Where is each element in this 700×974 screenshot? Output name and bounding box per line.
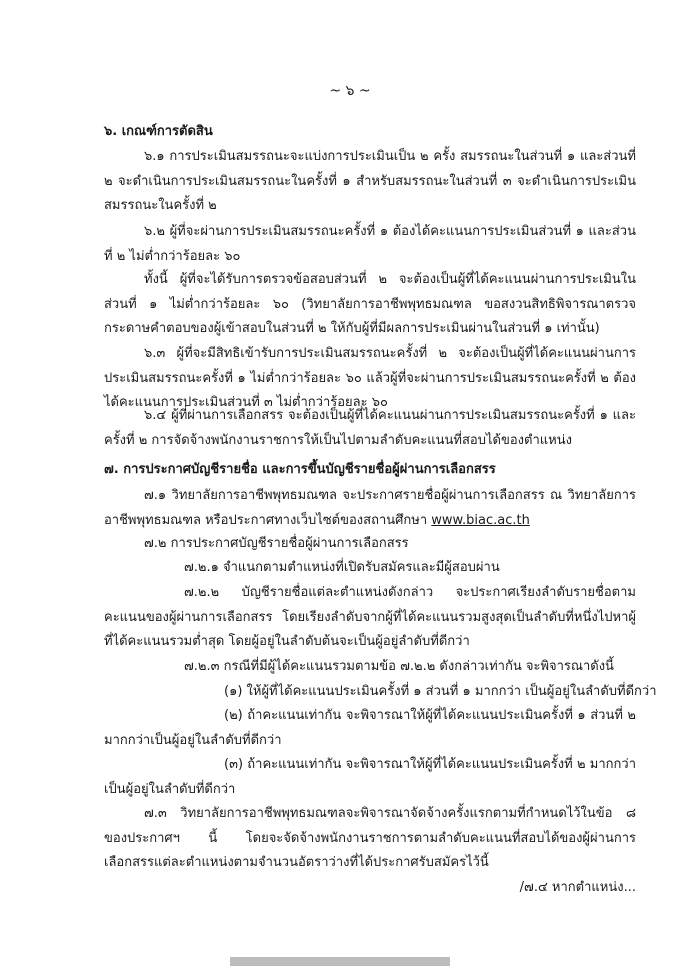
clause-7-3: ๗.๓ วิทยาลัยการอาชีพพุทธมณฑลจะพิจารณาจัดจ้างครั้งแรกตามที่กำหนดไว้ในข้อ ๘ ของประกาศฯ นี้ โดยจะจัดจ้างพนักงานราชการตามลำดับคะแนนที่สอบได้ของผู้ผ่านการเลือกสรรแต่ละตำแหน่งตามจำนวนอัตราว่างที่ได้ประกาศรับสมัครไว้นี้ xyxy=(104,806,636,871)
clause-7-2: ๗.๒ การประกาศบัญชีรายชื่อผู้ผ่านการเลือกสรร xyxy=(144,536,409,551)
clause-7-2-2: ๗.๒.๒ บัญชีรายชื่อแต่ละตำแหน่งดังกล่าว จะประกาศเรียงลำดับรายชื่อตามคะแนนของผู้ผ่านการเลือกสรร โดยเรียงลำดับจากผู้ที่ได้คะแนนรวมสูงสุดเป็นลำดับที่หนึ่งไปหาผู้ที่ได้คะแนนรวมต่ำสุด โดยผู้อยู่ในลำดับต้นจะเป็นผู้อยู่ลำดับที่ดีกว่า xyxy=(104,585,636,650)
section-7-heading: ๗. การประกาศบัญชีรายชื่อ และการขึ้นบัญชีรายชื่อผู้ผ่านการเลือกสรร xyxy=(104,462,496,477)
criterion-1: (๑) ให้ผู้ที่ได้คะแนนประเมินครั้งที่ ๑ ส่วนที่ ๑ มากกว่า เป็นผู้อยู่ในลำดับที่ดีกว่า xyxy=(224,684,657,699)
section-6-heading: ๖. เกณฑ์การตัดสิน xyxy=(104,124,213,139)
clause-7-1-text: ๗.๑ วิทยาลัยการอาชีพพุทธมณฑล จะประกาศรายชื่อผู้ผ่านการเลือกสรร ณ วิทยาลัยการอาชีพพุทธมณฑล หรือประกาศทางเว็บไซต์ของสถานศึกษา xyxy=(104,488,636,528)
clause-6-1: ๖.๑ การประเมินสมรรถนะจะแบ่งการประเมินเป็น ๒ ครั้ง สมรรถนะในส่วนที่ ๑ และส่วนที่ ๒ จะดำเนินการประเมินสมรรถนะในครั้งที่ ๑ สำหรับสมรรถนะในส่วนที่ ๓ จะดำเนินการประเมินสมรรถนะในครั้งที่ ๒ xyxy=(104,149,636,214)
clause-7-2-1: ๗.๒.๑ จำแนกตามตำแหน่งที่เปิดรับสมัครและมีผู้สอบผ่าน xyxy=(184,560,500,575)
clause-7-2-3: ๗.๒.๓ กรณีที่มีผู้ได้คะแนนรวมตามข้อ ๗.๒.๒ ดังกล่าวเท่ากัน จะพิจารณาดังนี้ xyxy=(184,659,614,674)
website-link[interactable]: www.biac.ac.th xyxy=(431,512,530,528)
clause-6-2-note: ทั้งนี้ ผู้ที่จะได้รับการตรวจข้อสอบส่วนที่ ๒ จะต้องเป็นผู้ที่ได้คะแนนผ่านการประเมินในส่วนที่ ๑ ไม่ต่ำกว่าร้อยละ ๖๐ (วิทยาลัยการอาชีพพุทธมณฑล ขอสงวนสิทธิพิจารณาตรวจกระดาษคำตอบของผู้เข้าสอบในส่วนที่ ๒ ให้กับผู้ที่มีผลการประเมินผ่านในส่วนที่ ๑ เท่านั้น) xyxy=(104,272,636,337)
clause-6-2: ๖.๒ ผู้ที่จะผ่านการประเมินสมรรถนะครั้งที่ ๑ ต้องได้คะแนนการประเมินส่วนที่ ๑ และส่วนที่ ๒ ไม่ต่ำกว่าร้อยละ ๖๐ xyxy=(104,224,636,264)
criterion-2: (๒) ถ้าคะแนนเท่ากัน จะพิจารณาให้ผู้ที่ได้คะแนนประเมินครั้งที่ ๑ ส่วนที่ ๒ มากกว่าเป็นผู้อยู่ในลำดับที่ดีกว่า xyxy=(104,708,636,748)
scan-artifact-bar xyxy=(230,957,450,966)
continuation-note: /๗.๔ หากตำแหน่ง... xyxy=(519,880,636,895)
criterion-3: (๓) ถ้าคะแนนเท่ากัน จะพิจารณาให้ผู้ที่ได้คะแนนประเมินครั้งที่ ๒ มากกว่า เป็นผู้อยู่ในลำดับที่ดีกว่า xyxy=(104,757,636,797)
clause-7-1 xyxy=(104,484,636,533)
clause-6-4: ๖.๔ ผู้ที่ผ่านการเลือกสรร จะต้องเป็นผู้ที่ได้คะแนนผ่านการประเมินสมรรถนะครั้งที่ ๑ และครั้งที่ ๒ การจัดจ้างพนักงานราชการให้เป็นไปตามลำดับคะแนนที่สอบได้ของตำแหน่ง xyxy=(104,408,636,448)
page-number: ~ ๖ ~ xyxy=(329,83,371,99)
clause-6-3: ๖.๓ ผู้ที่จะมีสิทธิเข้ารับการประเมินสมรรถนะครั้งที่ ๒ จะต้องเป็นผู้ที่ได้คะแนนผ่านการประเมินสมรรถนะครั้งที่ ๑ ไม่ต่ำกว่าร้อยละ ๖๐ แล้วผู้ที่จะผ่านการประเมินสมรรถนะครั้งที่ ๒ ต้องได้คะแนนการประเมินส่วนที่ ๓ ไม่ต่ำกว่าร้อยละ ๖๐ xyxy=(104,346,636,411)
